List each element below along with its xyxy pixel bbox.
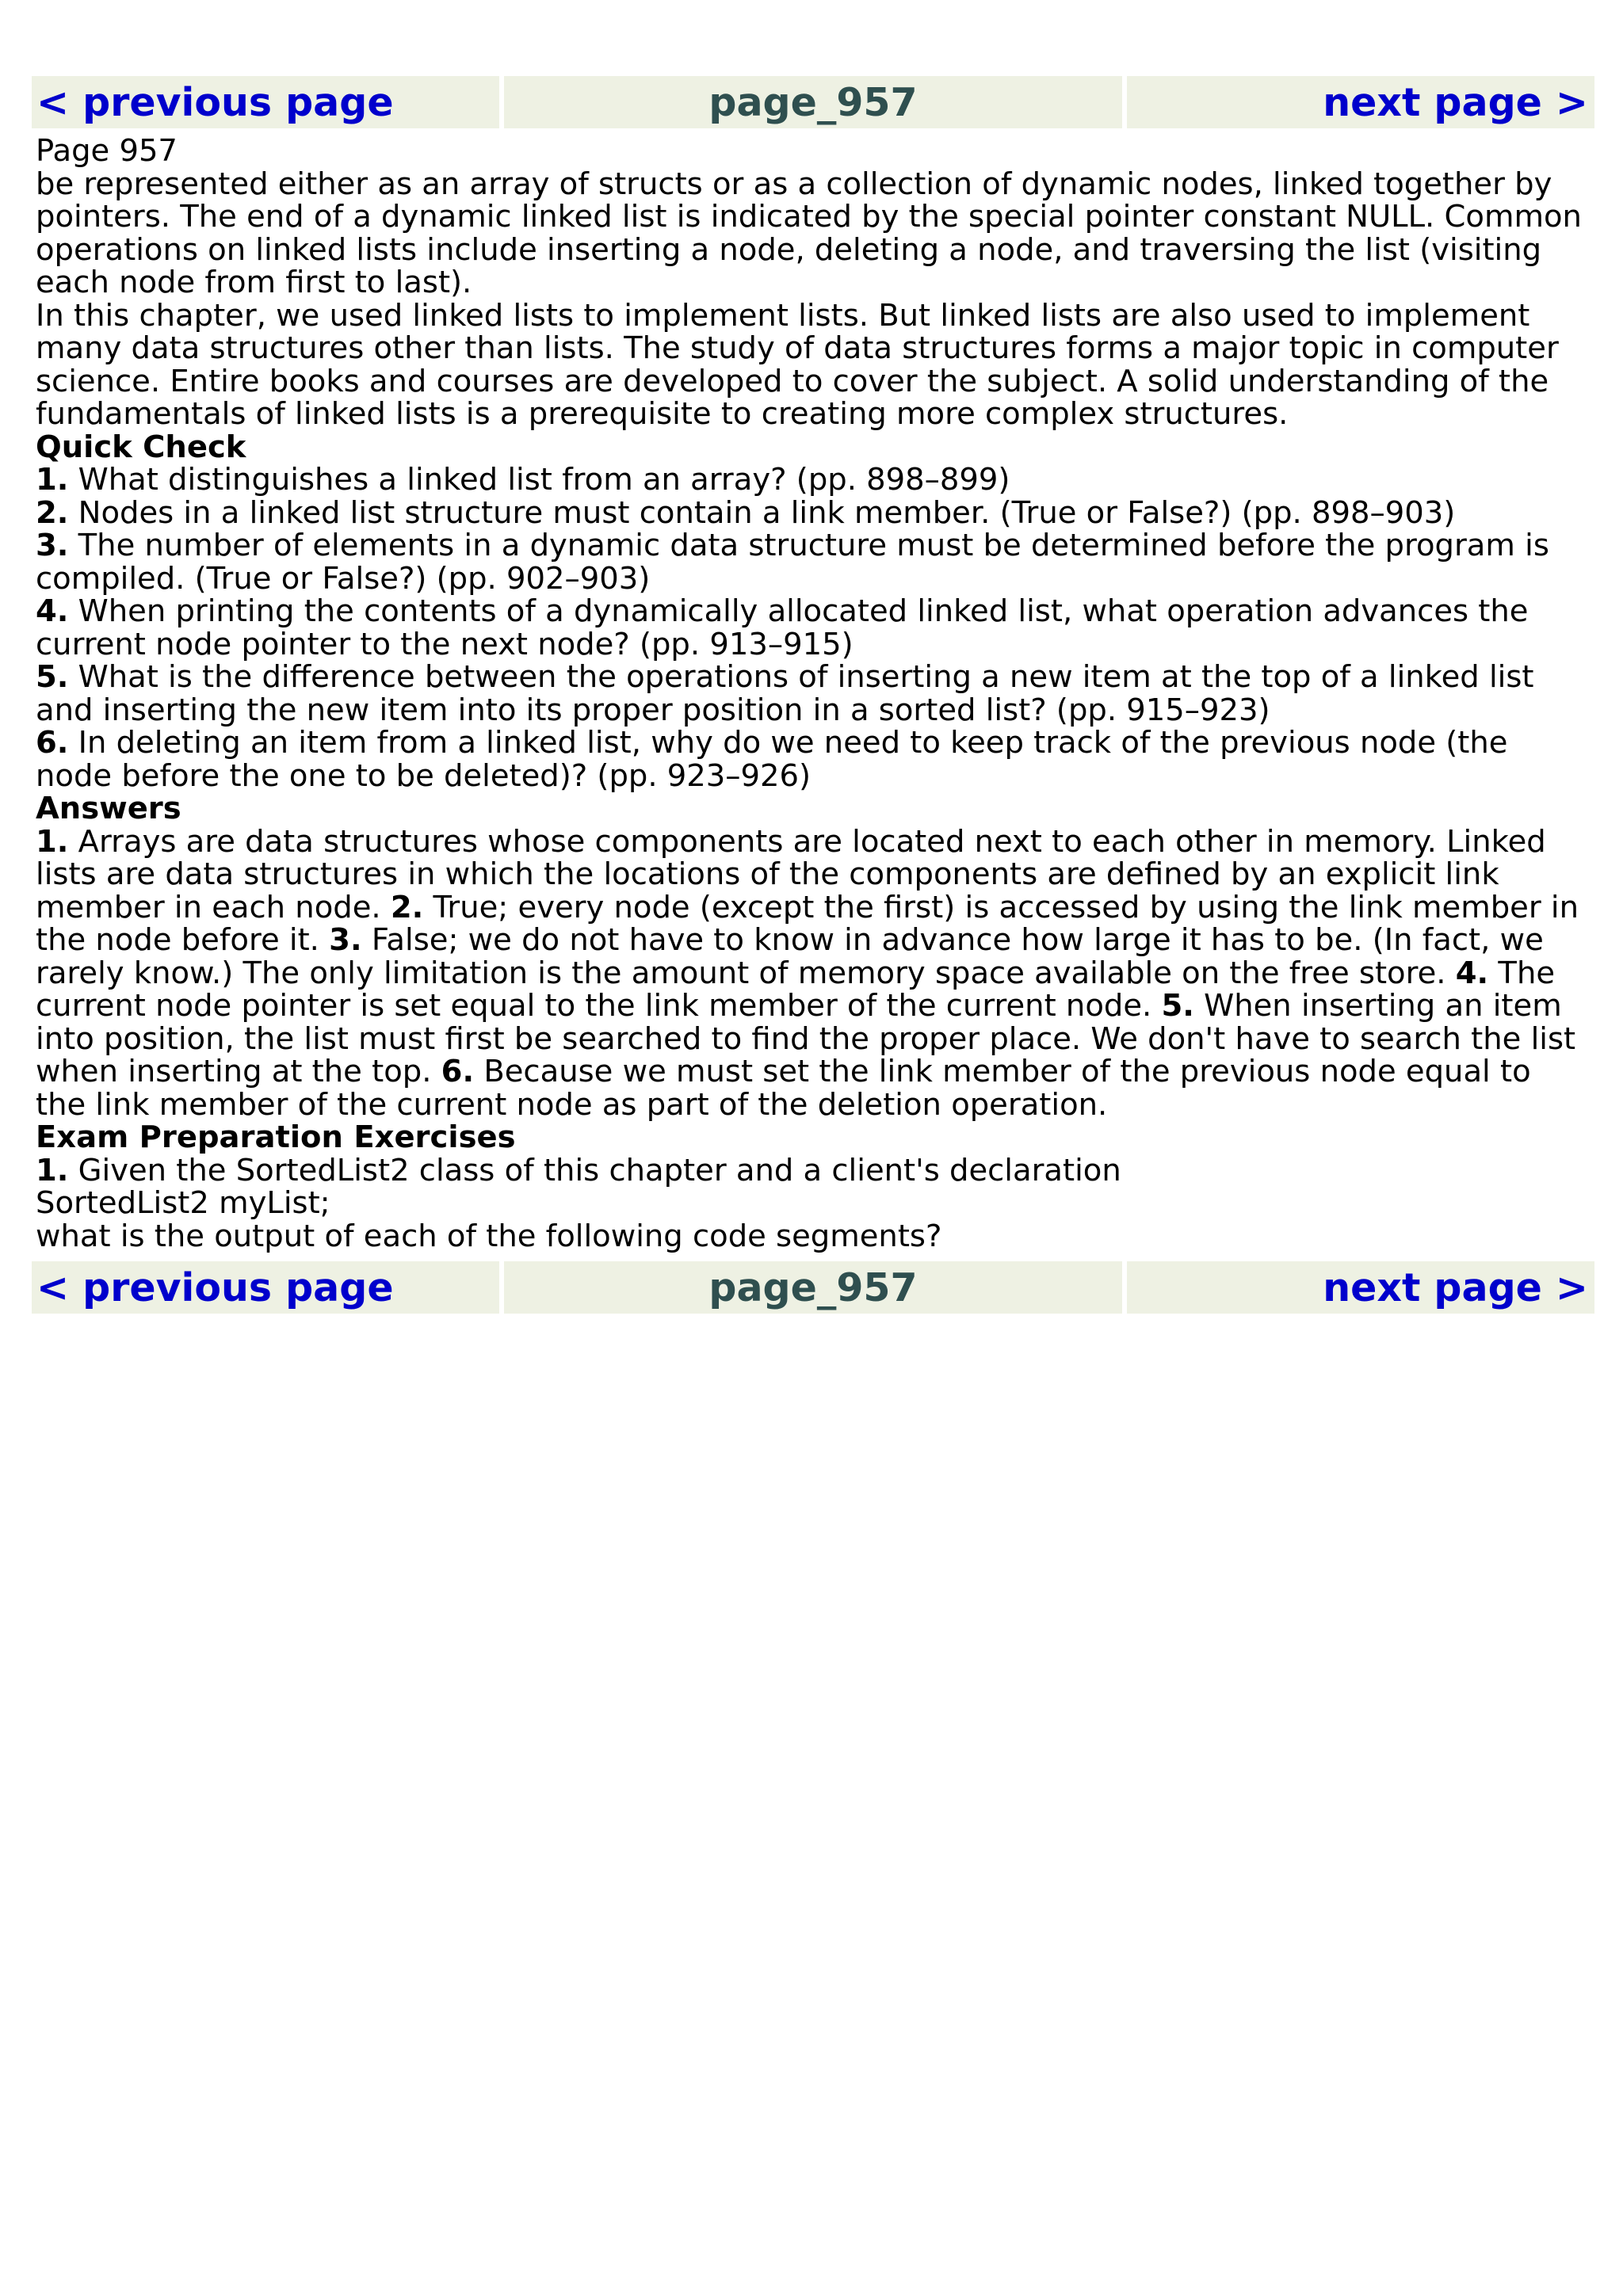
item-number: 1. (36, 462, 69, 498)
item-number: 6. (36, 725, 69, 761)
item-number: 5. (36, 659, 69, 695)
answer-number: 5. (1161, 988, 1194, 1024)
item-text: In deleting an item from a linked list, why do we need to keep track of the previous node (the node before the one to be deleted)? (pp. 923–926) (36, 725, 1508, 794)
quick-check-heading: Quick Check (36, 429, 246, 465)
top-navigation-bar (32, 76, 1594, 128)
exam-followup: what is the output of each of the following code segments? (36, 1218, 942, 1254)
next-page-link[interactable]: next page > (1127, 76, 1594, 128)
item-text: What is the difference between the operations of inserting a new item at the top of a linked list and inserting the new item into its proper position in a sorted list? (pp. 915–923) (36, 659, 1534, 728)
item-text: When printing the contents of a dynamically allocated linked list, what operation advances the current node pointer to the next node? (pp. 913–915) (36, 593, 1529, 662)
previous-page-link[interactable]: < previous page (32, 76, 499, 128)
exam-item (36, 1154, 1589, 1188)
second-paragraph: In this chapter, we used linked lists to implement lists. But linked lists are also used to implement many data structures other than lists. The study of data structures forms a major topic in computer science. Entire books and courses are developed to cover the subject. A solid understanding of the fundamentals of linked lists is a prerequisite to creating more complex structures. (36, 297, 1559, 432)
next-page-link[interactable]: next page > (1127, 1261, 1594, 1314)
answer-text: True; every node (except the first) is accessed by using the link member in the node before it. (36, 889, 1579, 958)
item-text: Nodes in a linked list structure must contain a link member. (True or False?) (pp. 898–903) (68, 494, 1456, 531)
answer-text: Because we must set the link member of the previous node equal to the link member of the current node as part of the deletion operation. (36, 1054, 1531, 1123)
answers-heading: Answers (36, 791, 181, 826)
answer-text: False; we do not have to know in advance how large it has to be. (In fact, we rarely know.) The only limitation is the amount of memory space available on the free store. (36, 922, 1544, 991)
item-number: 2. (36, 494, 69, 531)
item-text: Given the SortedList2 class of this chapter and a client's declaration (68, 1152, 1121, 1188)
quick-check-item (36, 463, 1589, 497)
item-number: 3. (36, 528, 69, 563)
page-content (36, 135, 1589, 1253)
quick-check-item (36, 661, 1589, 727)
page-label: Page 957 (36, 133, 178, 169)
bottom-navigation-bar (32, 1261, 1594, 1314)
answer-number: 3. (329, 922, 362, 958)
quick-check-item (36, 595, 1589, 661)
exam-preparation-heading: Exam Preparation Exercises (36, 1119, 516, 1155)
page-title: page_957 (504, 76, 1123, 128)
quick-check-item (36, 727, 1589, 792)
item-number: 1. (36, 1152, 69, 1188)
quick-check-item (36, 494, 1589, 531)
page-title: page_957 (504, 1261, 1123, 1314)
code-line: SortedList2 myList; (36, 1185, 330, 1221)
previous-page-link[interactable]: < previous page (32, 1261, 499, 1314)
item-text: The number of elements in a dynamic data structure must be determined before the program is compiled. (True or False?) (pp. 902–903) (36, 528, 1549, 597)
answer-number: 6. (441, 1054, 475, 1089)
item-text: What distinguishes a linked list from an array? (pp. 898–899) (68, 462, 1010, 498)
answer-number: 2. (390, 889, 424, 925)
item-number: 4. (36, 593, 69, 629)
answer-text: The current node pointer is set equal to the link member of the current node. (36, 955, 1556, 1024)
answer-text: Arrays are data structures whose components are located next to each other in memory. Linked lists are data structures in which the locations of the components are defined by an explicit link member in each node. (36, 823, 1546, 925)
quick-check-item (36, 529, 1589, 595)
answers-paragraph (36, 823, 1589, 1123)
answer-number: 1. (36, 823, 69, 860)
intro-paragraph: be represented either as an array of structs or as a collection of dynamic nodes, linked together by pointers. The end of a dynamic linked list is indicated by the special pointer constant NULL. Common operations on linked lists include inserting a node, deleting a node, and traversing the list (visiting each node from first to last). (36, 166, 1582, 300)
answer-text: When inserting an item into position, the list must first be searched to find the proper place. We don't have to search the list when inserting at the top. (36, 988, 1576, 1089)
answer-number: 4. (1455, 955, 1489, 991)
